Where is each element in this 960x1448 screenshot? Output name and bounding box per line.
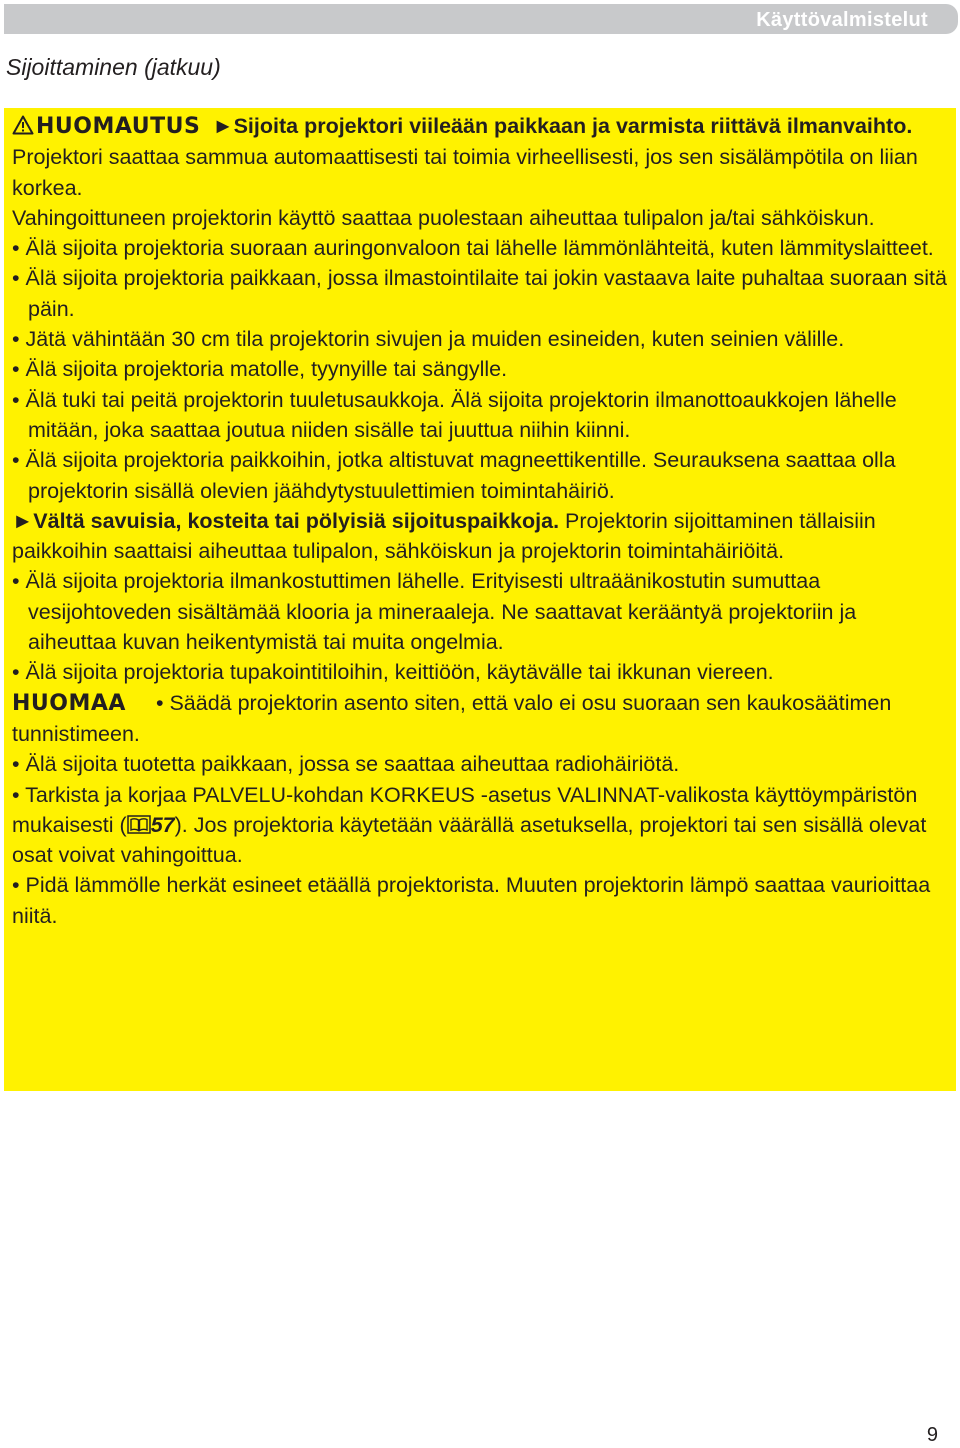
section-title: Sijoittaminen (jatkuu) — [6, 54, 221, 80]
warning-icon — [12, 115, 34, 135]
note-label: HUOMAA — [12, 690, 126, 716]
book-icon — [127, 815, 151, 834]
page-number: 9 — [926, 1424, 938, 1446]
note-line-2: • Älä sijoita tuotetta paikkaan, jossa se saattaa aiheuttaa radiohäiriötä. — [12, 752, 680, 777]
header-title: Käyttövalmistelut — [756, 9, 928, 31]
note-text-3b: ). Jos projektoria käytetään väärällä asetuksella, projektori tai sen sisällä olevat osat voivat vahingoittua. — [12, 812, 927, 868]
caution-lead-bold: Sijoita projektori viileään paikkaan ja varmista riittävä ilmanvaihto. — [233, 114, 913, 138]
caution-bullet-1: • Älä sijoita projektoria suoraan auringonvaloon tai lähelle lämmönlähteitä, kuten lämmityslaitteet. — [12, 236, 934, 261]
caution-lead — [12, 111, 948, 203]
caution-second-arrow: ► — [12, 508, 34, 533]
note-line-1 — [12, 688, 948, 750]
notice-box — [4, 108, 956, 1091]
caution-lead-text: Projektori saattaa sammua automaattisesti tai toimia virheellisesti, jos sen sisälämpötila on liian korkea. — [12, 145, 918, 200]
page-reference[interactable]: 57 — [150, 812, 175, 837]
caution-second-bold: Vältä savuisia, kosteita tai pölyisiä sijoituspaikkoja. — [33, 508, 560, 533]
caution-second-text: Projektorin sijoittaminen tällaisiin paikkoihin saattaisi aiheuttaa tulipalon, sähköiskun ja projektorin toimintahäiriöitä. — [12, 508, 876, 564]
caution-bullet-4: • Älä sijoita projektoria matolle, tyynyille tai sängylle. — [12, 357, 508, 382]
note-text-3a: • Tarkista ja korjaa PALVELU-kohdan KORKEUS -asetus VALINNAT-valikosta käyttöympäristön mukaisesti ( — [12, 782, 918, 837]
caution-second — [12, 506, 948, 567]
caution-label: HUOMAUTUS — [36, 114, 201, 139]
caution-arrow: ► — [212, 114, 234, 138]
caution-bullet-5: • Älä tuki tai peitä projektorin tuuletusaukkoja. Älä sijoita projektorin ilmanottoaukkojen lähelle mitään, joka saattaa joutua niiden sisälle tai juuttua niihin kiinni. — [12, 387, 897, 442]
caution-bullet-2: • Älä sijoita projektoria paikkaan, jossa ilmastointilaite tai jokin vastaava laite puhaltaa suoraan sitä päin. — [12, 266, 947, 321]
header-bar — [4, 4, 958, 34]
note-line-4: • Pidä lämmölle herkät esineet etäällä projektorista. Muuten projektorin lämpö saattaa vaurioittaa niitä. — [12, 873, 931, 928]
note-line-3 — [12, 780, 948, 871]
note-text-1: • Säädä projektorin asento siten, että valo ei osu suoraan sen kaukosäätimen tunnistimeen. — [12, 690, 892, 746]
caution-bullet-6: • Älä sijoita projektoria paikkoihin, jotka altistuvat magneettikentille. Seurauksena saattaa olla projektorin sisällä olevien jäähdytystuulettimien toimintahäiriö. — [12, 448, 896, 503]
caution-bullet-7: • Älä sijoita projektoria ilmankostuttimen lähelle. Erityisesti ultraäänikostutin sumuttaa vesijohtoveden sisältämää klooria ja mineraaleja. Ne saattavat kerääntyä projektoriin ja aiheuttaa kuvan heikentymistä tai muita ongelmia. — [12, 569, 857, 655]
caution-line2: Vahingoittuneen projektorin käyttö saattaa puolestaan aiheuttaa tulipalon ja/tai sähköiskun. — [12, 205, 875, 230]
caution-bullet-8: • Älä sijoita projektoria tupakointitiloihin, keittiöön, käytävälle tai ikkunan viereen. — [12, 660, 774, 685]
caution-bullet-3: • Jätä vähintään 30 cm tila projektorin sivujen ja muiden esineiden, kuten seinien välille. — [12, 327, 845, 352]
